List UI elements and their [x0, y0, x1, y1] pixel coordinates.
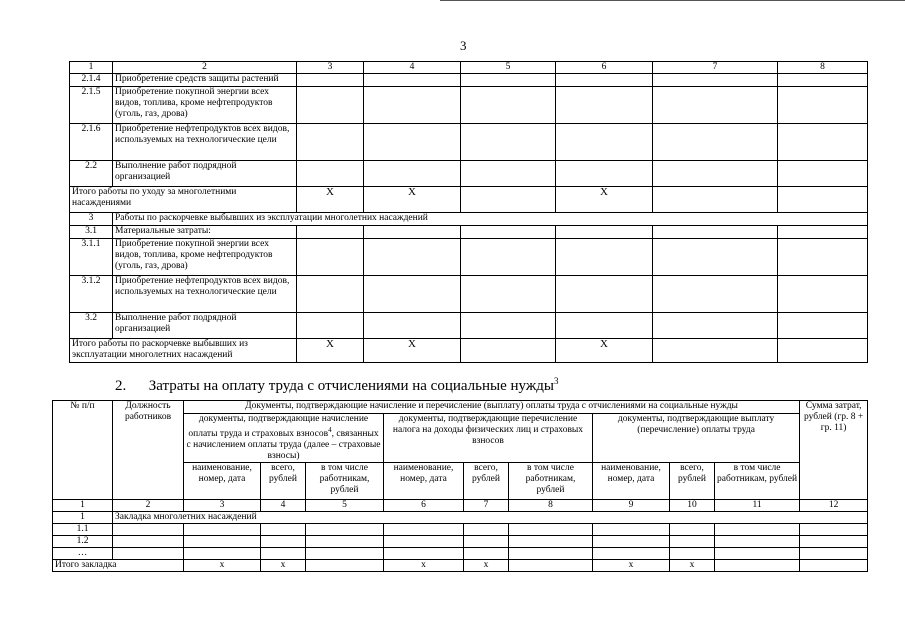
top-rule: [440, 0, 905, 1]
row-name: Приобретение покупной энергии всех видов, топлива, кроме нефтепродуктов (уголь, газ, дрова): [113, 87, 297, 124]
row-number: 1.1: [53, 524, 113, 536]
row-number: 3.2: [70, 313, 113, 339]
table-total-row: [53, 560, 868, 572]
x-mark: х: [593, 560, 670, 572]
row-name: Выполнение работ подрядной организацией: [113, 313, 297, 339]
total-label: Итого работы по раскорчевке выбывших из эксплуатации многолетних насаждений: [70, 339, 297, 363]
row-number: 1: [53, 512, 113, 524]
x-mark: х: [261, 560, 306, 572]
x-mark: Х: [297, 339, 364, 363]
x-mark: х: [384, 560, 464, 572]
row-name: Приобретение средств защиты растений: [113, 74, 297, 87]
group-header-payment: документы, подтверждающие выплату (перечисление) оплаты труда: [593, 414, 800, 463]
table-garden-works: [69, 61, 868, 363]
group-header-accrual: документы, подтверждающие начисление оплаты труда и страховых взносов$^4$, связанных с начислением оплаты труда (далее – страховые взносы): [184, 414, 384, 463]
table-row: [70, 87, 868, 124]
row-number: 2.1.4: [70, 74, 113, 87]
table-row: [70, 226, 868, 239]
col-header: 7: [653, 62, 778, 74]
row-number: 3.1.2: [70, 276, 113, 313]
section-number: 2.: [115, 378, 127, 394]
table-row: [70, 74, 868, 87]
x-mark: Х: [364, 187, 461, 213]
sub-header-incl: в том числе работникам, рублей: [509, 463, 593, 500]
column-number-row: 1 2 3 4 5 6 7 8 9 10 11 12: [53, 500, 868, 512]
table-row: [70, 313, 868, 339]
sub-header-name: наименование, номер, дата: [384, 463, 464, 500]
x-mark: х: [670, 560, 715, 572]
col-header: 2: [113, 62, 297, 74]
x-mark: Х: [364, 339, 461, 363]
total-label: Итого работы по уходу за многолетними насаждениями: [70, 187, 297, 213]
table-total-row: [70, 187, 868, 213]
row-name: Выполнение работ подрядной организацией: [113, 161, 297, 187]
col-header-docs: Документы, подтверждающие начисление и перечисление (выплату) оплаты труда с отчислениями на социальные нужды: [184, 401, 800, 414]
col-header: 4: [364, 62, 461, 74]
footnote-mark: 3: [553, 376, 559, 386]
group-header-tax: документы, подтверждающие перечисление налога на доходы физических лиц и страховых взносов: [384, 414, 593, 463]
row-number: 3.1: [70, 226, 113, 239]
table-labor-costs: [52, 400, 868, 572]
table-row: [53, 536, 868, 548]
x-mark: Х: [297, 187, 364, 213]
x-mark: х: [464, 560, 509, 572]
col-header: 3: [297, 62, 364, 74]
col-header: 1: [70, 62, 113, 74]
table-section-row: [53, 512, 868, 524]
table-row: [70, 276, 868, 313]
row-name: Приобретение нефтепродуктов всех видов, используемых на технологические цели: [113, 276, 297, 313]
col-header: 8: [778, 62, 868, 74]
row-name: Приобретение нефтепродуктов всех видов, используемых на технологические цели: [113, 124, 297, 161]
section-title: Работы по раскорчевке выбывших из эксплуатации многолетних насаждений: [113, 213, 868, 226]
page-number: 3: [460, 38, 467, 53]
x-mark: Х: [556, 187, 653, 213]
col-header: 5: [461, 62, 556, 74]
row-name: Материальные затраты:: [113, 226, 297, 239]
table-row: [70, 124, 868, 161]
sub-header-total: всего, рублей: [261, 463, 306, 500]
total-label: Итого закладка: [53, 560, 184, 572]
col-header: 6: [556, 62, 653, 74]
row-number: 1.2: [53, 536, 113, 548]
table-row: [70, 239, 868, 276]
table-row: [70, 161, 868, 187]
row-name: Приобретение покупной энергии всех видов, топлива, кроме нефтепродуктов (уголь, газ, дрова): [113, 239, 297, 276]
section-heading: [115, 376, 558, 395]
row-number: 3.1.1: [70, 239, 113, 276]
table-section-row: [70, 213, 868, 226]
row-number: 2.1.6: [70, 124, 113, 161]
row-number: …: [53, 548, 113, 560]
table-total-row: [70, 339, 868, 363]
sub-header-incl: в том числе работникам, рублей: [715, 463, 800, 500]
table-header-row: [70, 62, 868, 74]
section-title: Закладка многолетних насаждений: [113, 512, 868, 524]
table-row: [53, 524, 868, 536]
col-header-sum: Сумма затрат, рублей (гр. 8 + гр. 11): [800, 401, 868, 500]
row-number: 2.1.5: [70, 87, 113, 124]
sub-header-total: всего, рублей: [670, 463, 715, 500]
col-header-num: № п/п: [53, 401, 113, 500]
sub-header-incl: в том числе работникам, рублей: [306, 463, 384, 500]
sub-header-total: всего, рублей: [464, 463, 509, 500]
sub-header-name: наименование, номер, дата: [184, 463, 261, 500]
row-number: 2.2: [70, 161, 113, 187]
section-title: Затраты на оплату труда с отчислениями на социальные нужды: [148, 378, 554, 394]
table-row: [53, 548, 868, 560]
col-header-position: Должность работников: [113, 401, 184, 500]
sub-header-name: наименование, номер, дата: [593, 463, 670, 500]
x-mark: Х: [556, 339, 653, 363]
x-mark: х: [184, 560, 261, 572]
row-number: 3: [70, 213, 113, 226]
